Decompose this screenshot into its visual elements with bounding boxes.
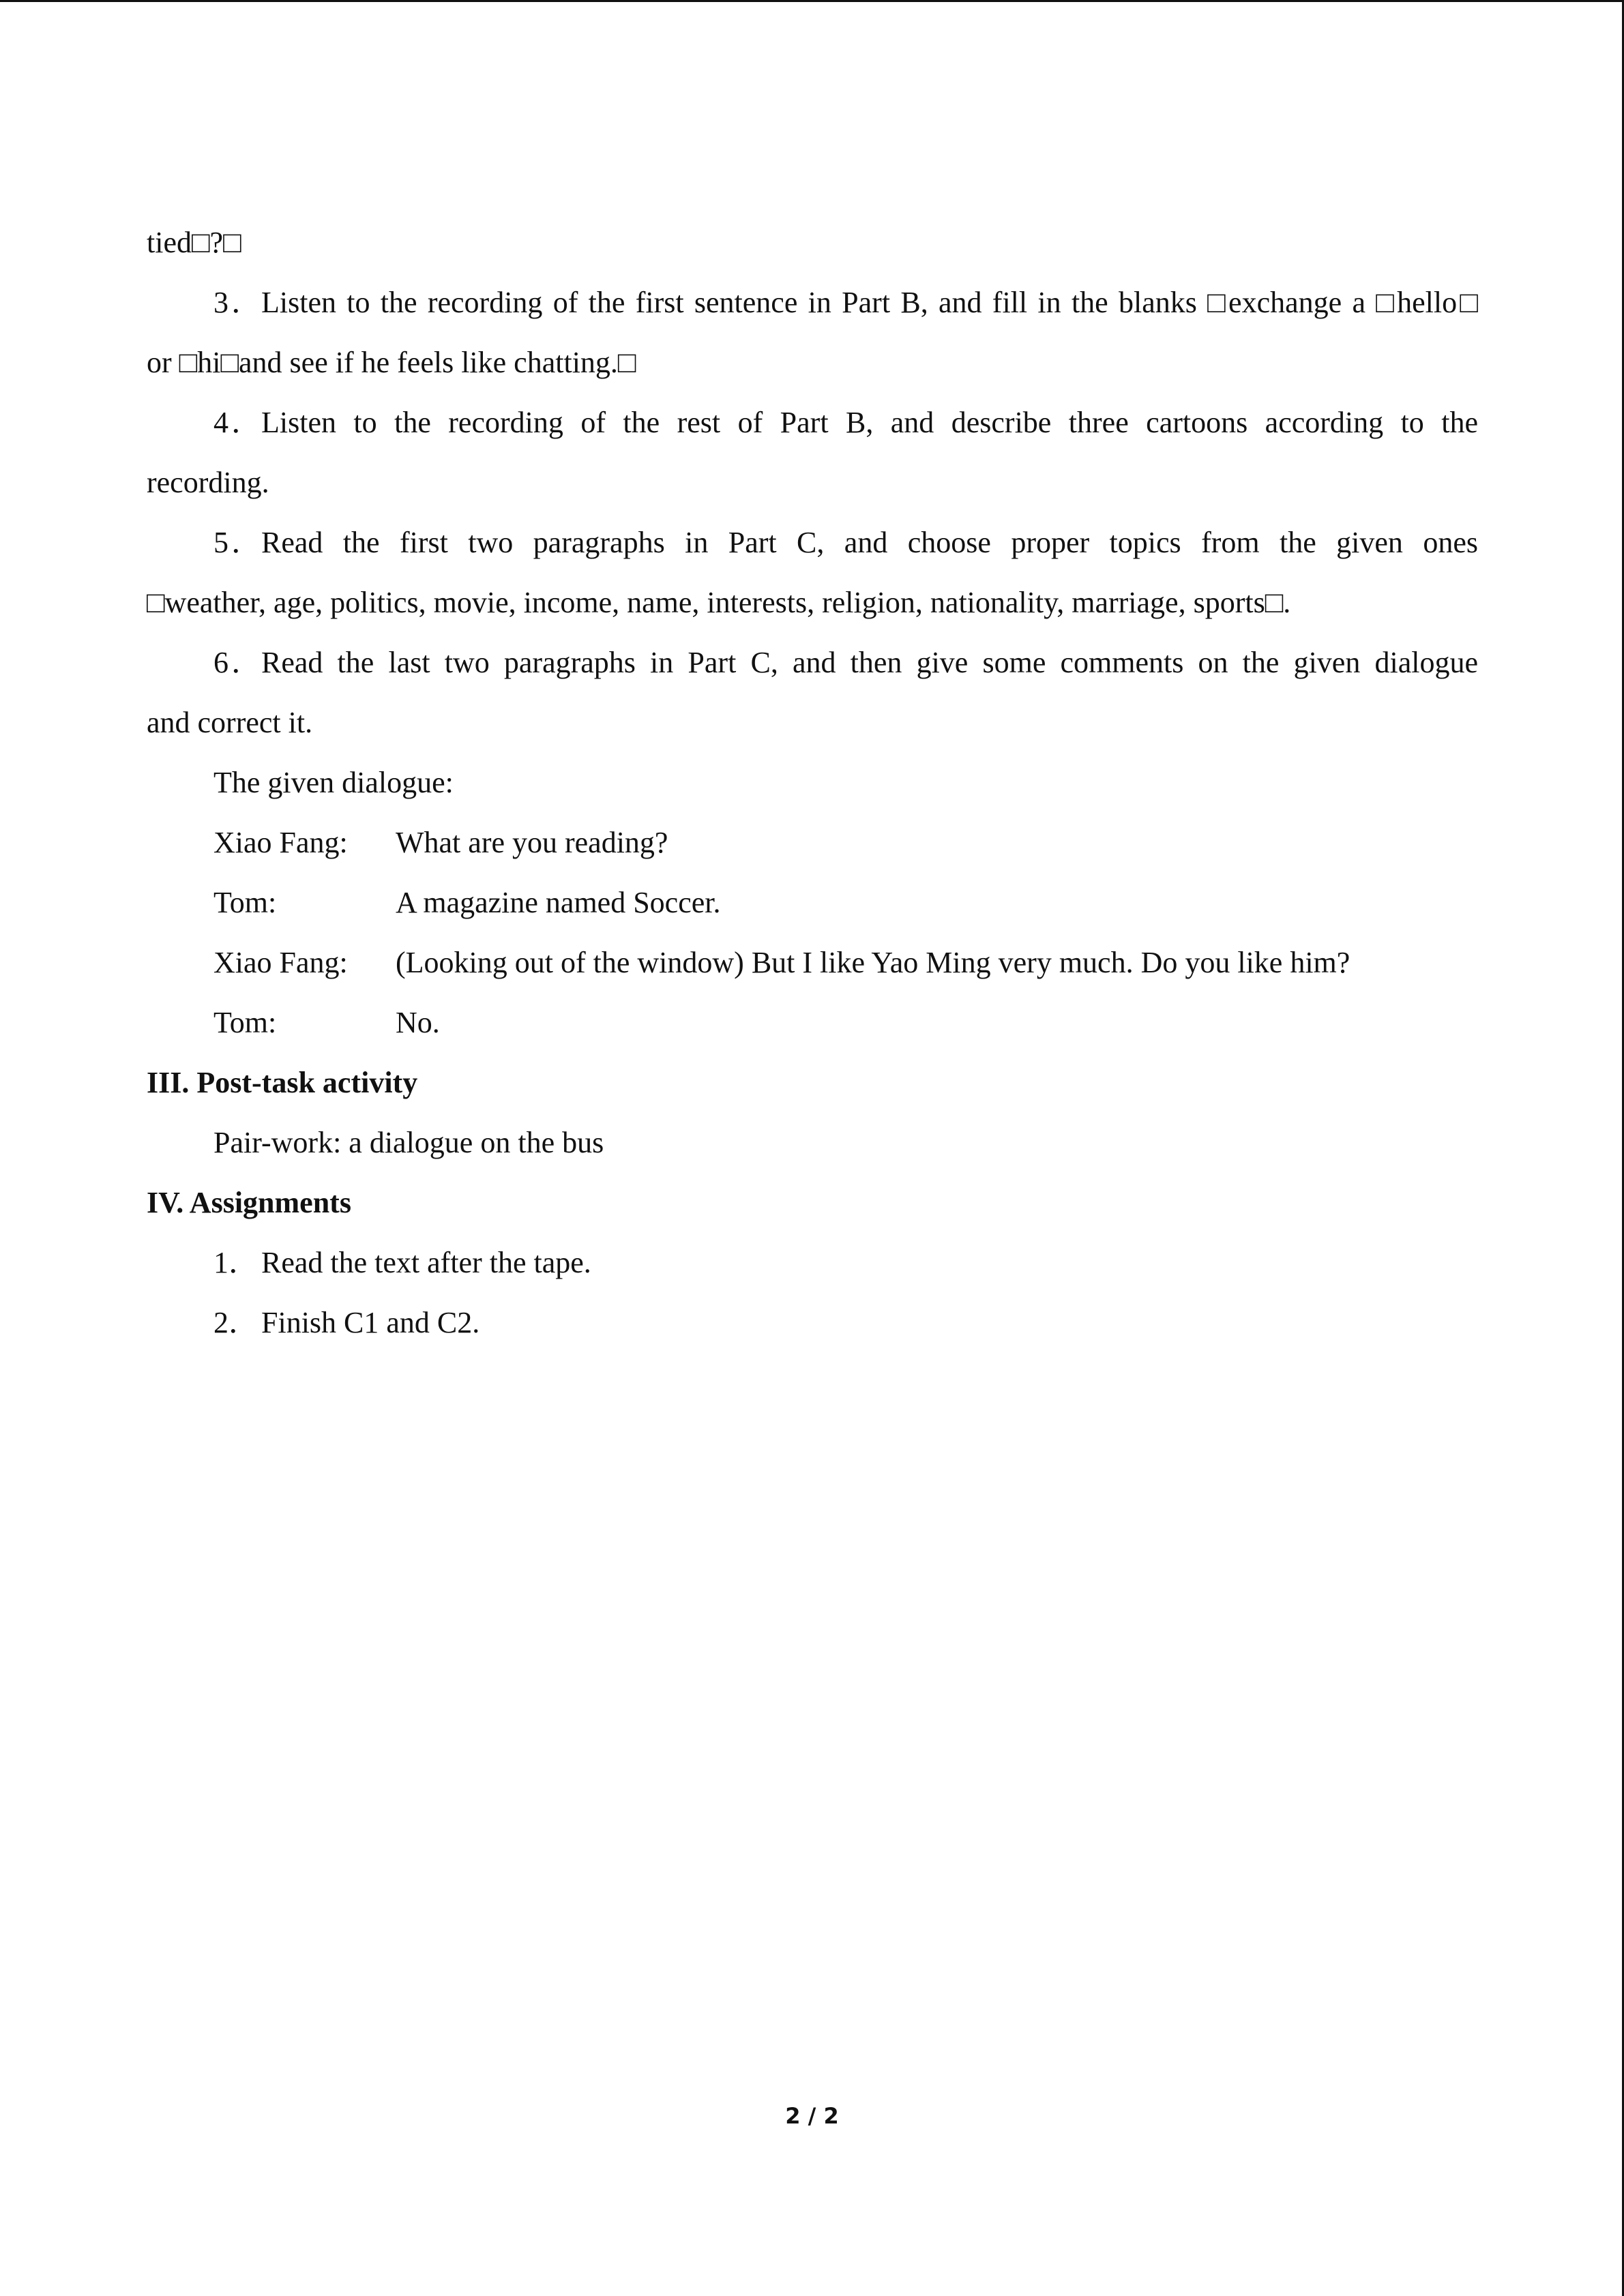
dialogue-line-1 (147, 813, 1478, 873)
item-5-number: 5． (213, 526, 261, 559)
section-4-heading: IV. Assignments (147, 1186, 351, 1219)
dialogue-text: (Looking out of the window) But I like Yao Ming very much. Do you like him? (396, 946, 1350, 979)
item-6-number: 6． (213, 646, 261, 679)
assignment-number: 2． (213, 1306, 259, 1339)
item-6-text: Read the last two paragraphs in Part C, and then give some comments on the given dialogue (261, 646, 1478, 679)
section-3-heading: III. Post-task activity (147, 1066, 418, 1099)
item-5-line-2: □weather, age, politics, movie, income, name, interests, religion, nationality, marriage, sports□. (147, 586, 1291, 619)
item-6-line-2: and correct it. (147, 706, 313, 739)
dialogue-text: What are you reading? (396, 826, 668, 859)
continued-line: tied□?□ (147, 226, 241, 259)
dialogue-speaker: Xiao Fang: (213, 826, 348, 859)
dialogue-intro: The given dialogue: (213, 766, 454, 799)
item-4-line-2: recording. (147, 466, 269, 499)
item-5-text: Read the first two paragraphs in Part C, and choose proper topics from the given ones (261, 526, 1478, 559)
dialogue-line-3 (147, 933, 1478, 993)
item-3-line-1 (147, 273, 1478, 333)
item-4-text: Listen to the recording of the rest of Part B, and describe three cartoons according to the (261, 406, 1478, 439)
document-page (147, 213, 1478, 1353)
assignment-text: Read the text after the tape. (261, 1246, 591, 1279)
assignment-item-2 (147, 1293, 1478, 1353)
page-top-border (0, 0, 1624, 2)
item-3-number: 3． (213, 286, 261, 319)
assignment-item-1 (147, 1233, 1478, 1293)
item-4-number: 4． (213, 406, 261, 439)
assignment-text: Finish C1 and C2. (261, 1306, 480, 1339)
section-3-body: Pair-work: a dialogue on the bus (213, 1126, 604, 1159)
dialogue-speaker: Tom: (213, 1006, 277, 1039)
item-5-line-1 (147, 513, 1478, 573)
item-4-line-1 (147, 393, 1478, 453)
item-3-line-2: or □hi□and see if he feels like chatting.□ (147, 346, 636, 379)
assignment-number: 1． (213, 1246, 259, 1279)
dialogue-line-4 (147, 993, 1478, 1053)
dialogue-text: A magazine named Soccer. (396, 886, 721, 919)
page-number: 2 / 2 (785, 2103, 839, 2129)
dialogue-speaker: Xiao Fang: (213, 946, 348, 979)
dialogue-text: No. (396, 1006, 440, 1039)
item-6-line-1 (147, 633, 1478, 693)
item-3-text: Listen to the recording of the first sentence in Part B, and fill in the blanks □exchange a □hello□ (261, 286, 1478, 319)
dialogue-speaker: Tom: (213, 886, 277, 919)
dialogue-line-2 (147, 873, 1478, 933)
